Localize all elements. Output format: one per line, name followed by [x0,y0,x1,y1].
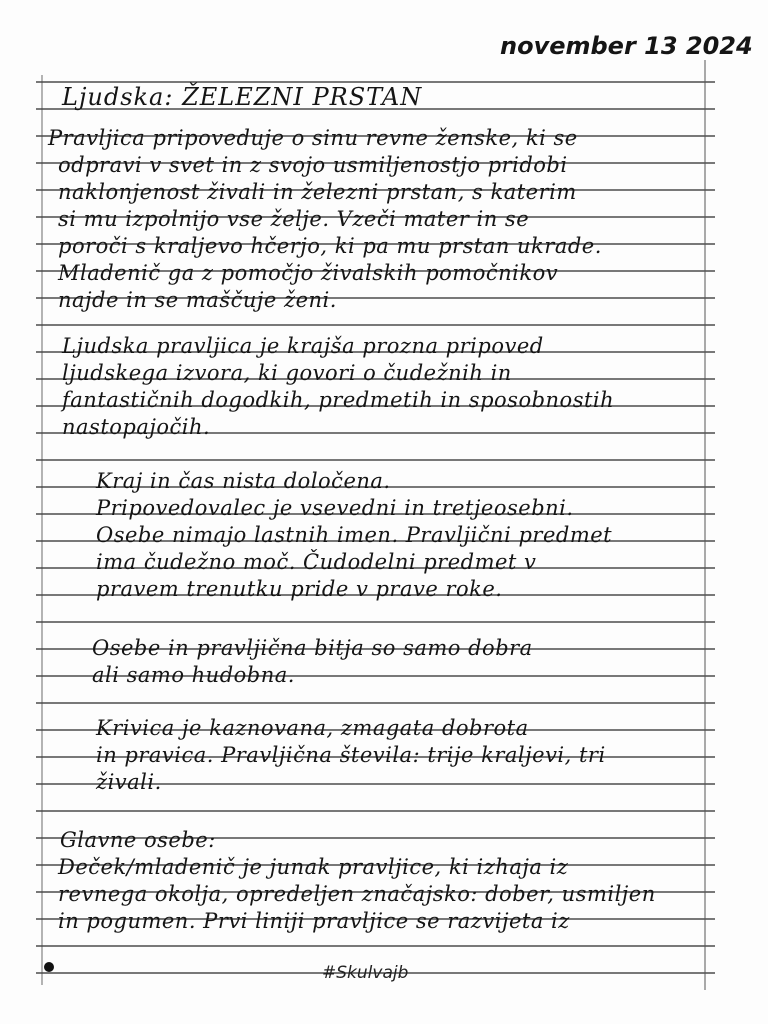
handwritten-line: ima čudežno moč. Čudodelni predmet v [96,550,537,574]
handwritten-line: in pogumen. Prvi liniji pravljice se razvijeta iz [58,909,570,933]
handwritten-line: si mu izpolnijo vse želje. Vzeči mater in se [58,207,530,231]
handwritten-line: Mladenič ga z pomočjo živalskih pomočnikov [58,261,559,285]
handwritten-line: nastopajočih. [62,415,211,439]
handwritten-line: revnega okolja, opredeljen značajsko: dober, usmiljen [58,882,656,906]
handwritten-line: Glavne osebe: [60,828,216,852]
handwritten-line: Pripovedovalec je vsevedni in tretjeosebni. [96,496,574,520]
page-date: november 13 2024 [500,32,753,60]
handwritten-line: odpravi v svet in z svojo usmiljenostjo pridobi [58,153,568,177]
ink-dot [44,962,54,972]
handwritten-line: Deček/mladenič je junak pravljice, ki izhaja iz [58,855,569,879]
handwritten-line: Osebe in pravljična bitja so samo dobra [92,636,533,660]
handwritten-line: živali. [96,770,162,794]
handwritten-line: ali samo hudobna. [92,663,295,687]
handwritten-line: Kraj in čas nista določena. [96,469,391,493]
handwritten-line: Krivica je kaznovana, zmagata dobrota [96,716,529,740]
page-title: Ljudska: ŽELEZNI PRSTAN [62,83,423,111]
handwritten-line: pravem trenutku pride v prave roke. [96,577,503,601]
handwritten-line: najde in se maščuje ženi. [58,288,337,312]
handwritten-line: in pravica. Pravljična števila: trije kraljevi, tri [96,743,606,767]
handwritten-line: fantastičnih dogodkih, predmetih in sposobnostih [62,388,615,412]
handwritten-line: Ljudska pravljica je krajša prozna pripoved [62,334,544,358]
handwritten-line: naklonjenost živali in železni prstan, s katerim [58,180,577,204]
handwritten-line: poroči s kraljevo hčerjo, ki pa mu prstan ukrade. [58,234,602,258]
watermark-hashtag: #Skulvajb [322,963,409,983]
handwritten-line: Pravljica pripoveduje o sinu revne ženske, ki se [48,126,578,150]
handwritten-line: Osebe nimajo lastnih imen. Pravljični predmet [96,523,613,547]
handwritten-line: ljudskega izvora, ki govori o čudežnih in [62,361,512,385]
